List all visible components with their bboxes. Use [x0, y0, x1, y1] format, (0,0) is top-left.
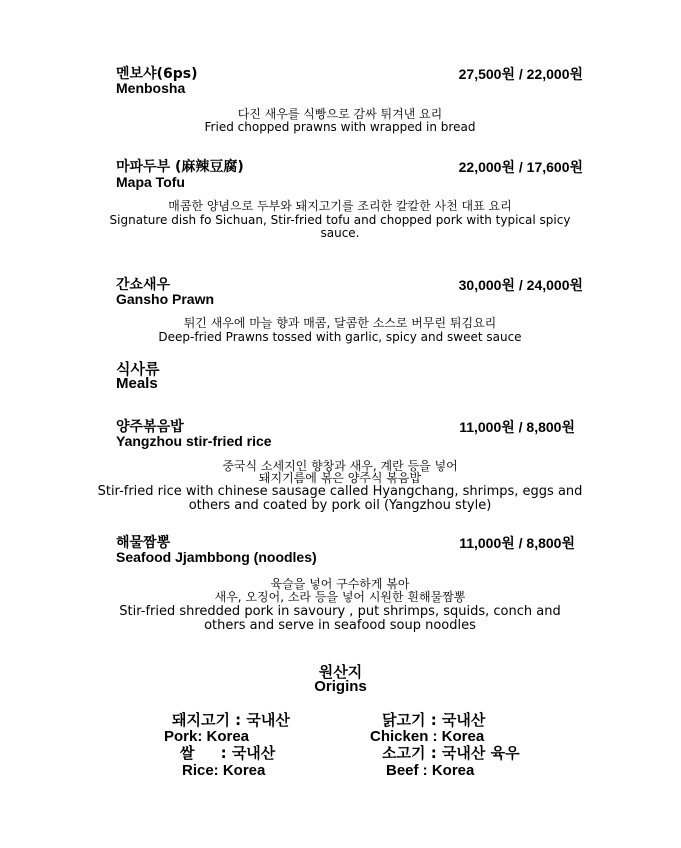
item-desc-ko: 매콤한 양념으로 두부와 돼지고기를 조리한 칼칼한 사천 대표 요리 — [168, 199, 512, 213]
origin-chicken-en: Chicken : Korea — [370, 728, 485, 745]
origins-title-en: Origins — [314, 678, 367, 695]
item-desc-en: Fried chopped prawns with wrapped in bread — [204, 120, 476, 134]
origins-title-ko: 원산지 — [318, 663, 363, 681]
meal-price: 11,000원 / 8,800원 — [459, 419, 575, 435]
meal-desc-en-cont: others and serve in seafood soup noodles — [204, 618, 476, 633]
meal-name-ko: 양주볶음밥 — [116, 419, 184, 435]
meal-desc-en-cont: others and coated by pork oil (Yangzhou style) — [188, 498, 492, 513]
origin-pork-en: Pork: Korea — [164, 728, 250, 745]
meal-price: 11,000원 / 8,800원 — [459, 535, 575, 551]
meal-name-ko: 해물짬뽕 — [116, 535, 171, 551]
item-price: 27,500원 / 22,000원 — [458, 66, 583, 82]
item-price: 22,000원 / 17,600원 — [458, 159, 583, 175]
meal-desc-ko-cont: 새우, 오징어, 소라 등을 넣어 시원한 흰해물짬뽕 — [214, 590, 466, 604]
item-desc-ko: 튀긴 새우에 마늘 향과 매콤, 달콤한 소스로 버무린 튀김요리 — [183, 316, 497, 330]
meal-desc-ko: 육슬을 넣어 구수하게 볶아 — [270, 577, 410, 591]
meal-desc-en: Stir-fried shredded pork in savoury , put shrimps, squids, conch and — [119, 604, 561, 619]
item-desc-ko: 다진 새우를 식빵으로 감싸 튀겨낸 요리 — [237, 107, 443, 121]
meal-name-en: Seafood Jjambbong (noodles) — [116, 549, 317, 565]
origin-rice-ko: 쌀 : 국내산 — [180, 744, 276, 762]
item-desc-en: Deep-fried Prawns tossed with garlic, spicy and sweet sauce — [158, 330, 522, 344]
item-desc-en: Signature dish fo Sichuan, Stir-fried tofu and chopped pork with typical spicy — [109, 213, 571, 227]
origin-rice-en: Rice: Korea — [182, 762, 266, 779]
item-name-ko: 멘보샤(6ps) — [116, 66, 198, 82]
item-name-ko: 마파두부 (麻辣豆腐) — [116, 159, 244, 175]
section-title-ko: 식사류 — [116, 360, 160, 378]
item-name-en: Menbosha — [116, 80, 186, 96]
item-name-ko: 간쇼새우 — [116, 277, 171, 293]
origin-beef-ko: 소고기 : 국내산 육우 — [382, 744, 520, 762]
item-name-en: Gansho Prawn — [116, 291, 215, 307]
origin-chicken-ko: 닭고기 : 국내산 — [382, 711, 486, 729]
meal-name-en: Yangzhou stir-fried rice — [116, 433, 272, 449]
origin-beef-en: Beef : Korea — [386, 762, 475, 779]
meal-desc-en: Stir-fried rice with chinese sausage called Hyangchang, shrimps, eggs and — [97, 484, 583, 499]
item-name-en: Mapa Tofu — [116, 174, 185, 190]
section-title-en: Meals — [116, 375, 158, 392]
origin-pork-ko: 돼지고기 : 국내산 — [172, 711, 290, 729]
meal-desc-ko: 중국식 소세지인 향창과 새우, 계란 등을 넣어 — [222, 459, 458, 473]
meal-desc-ko-cont: 돼지기름에 볶은 양주식 볶음밥 — [258, 471, 422, 485]
item-price: 30,000원 / 24,000원 — [458, 277, 583, 293]
item-desc-en-cont: sauce. — [320, 226, 360, 240]
